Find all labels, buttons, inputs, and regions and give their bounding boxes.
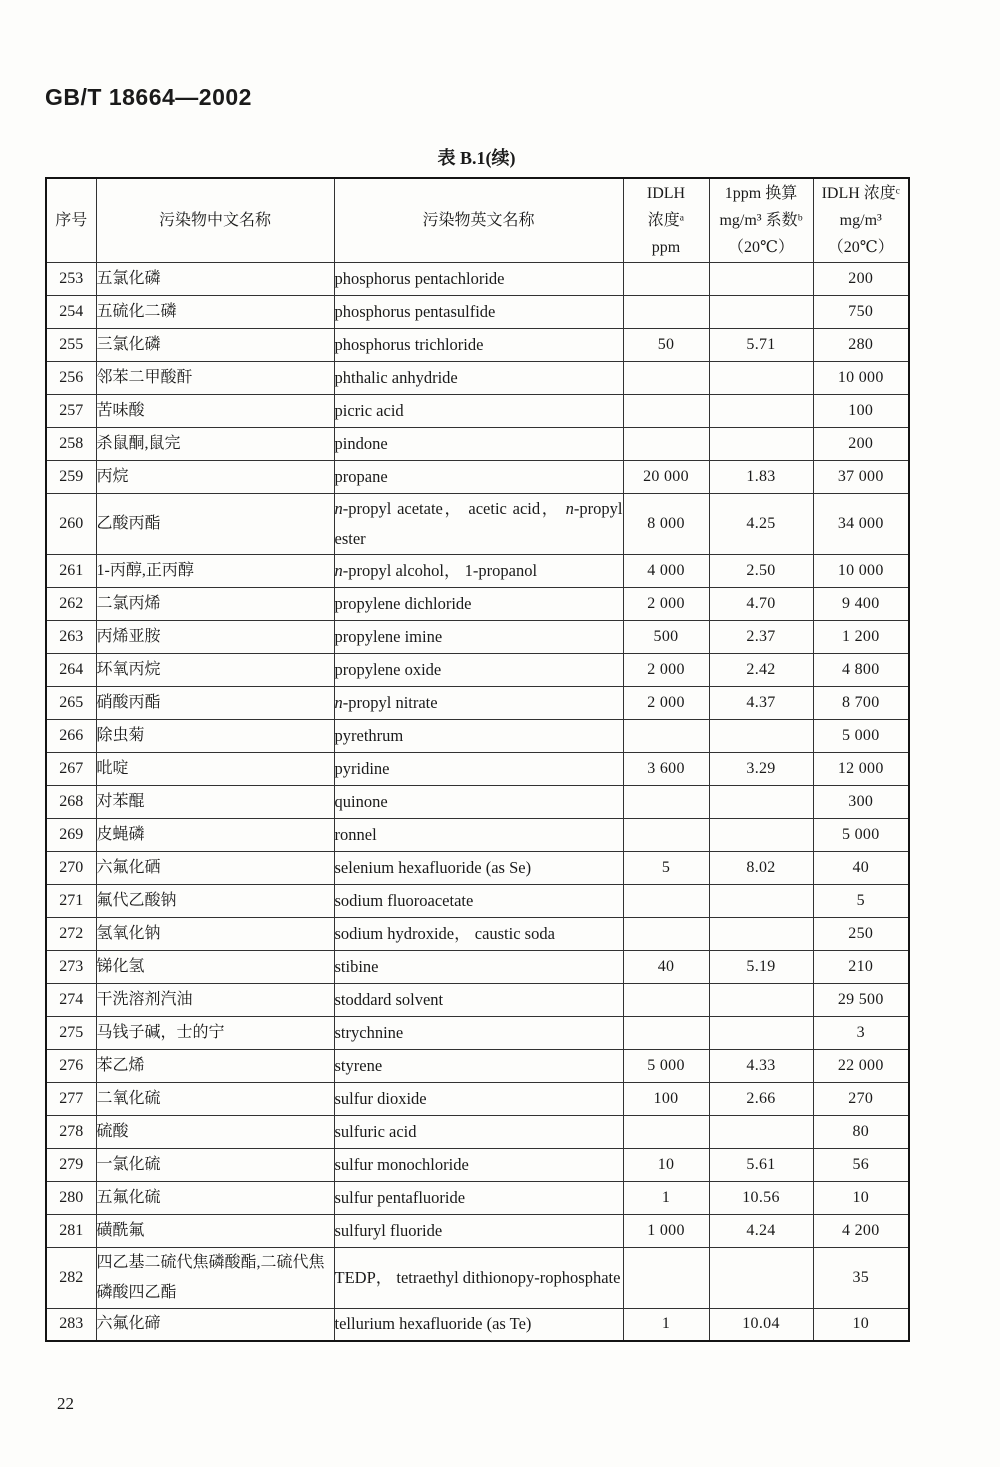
page-number: 22 xyxy=(57,1394,74,1413)
cell-english-name: pyrethrum xyxy=(334,719,623,752)
cell-idlh-mg: 56 xyxy=(813,1148,909,1181)
cell-serial-number: 261 xyxy=(46,554,96,587)
cell-chinese-name: 氟代乙酸钠 xyxy=(96,884,334,917)
cell-idlh-ppm: 2 000 xyxy=(623,653,709,686)
cell-english-name: sulfuric acid xyxy=(334,1115,623,1148)
cell-english-name: ronnel xyxy=(334,818,623,851)
cell-english-name: phosphorus pentasulfide xyxy=(334,295,623,328)
cell-english-name: pyridine xyxy=(334,752,623,785)
cell-chinese-name: 杀鼠酮,鼠完 xyxy=(96,427,334,460)
cell-idlh-ppm xyxy=(623,818,709,851)
table-row xyxy=(46,719,909,752)
cell-serial-number: 277 xyxy=(46,1082,96,1115)
table-row xyxy=(46,752,909,785)
cell-serial-number: 274 xyxy=(46,983,96,1016)
cell-serial-number: 283 xyxy=(46,1308,96,1341)
cell-english-name: propylene dichloride xyxy=(334,587,623,620)
cell-english-name: n-propyl acetate， acetic acid， n-propyl ester xyxy=(334,493,623,554)
cell-chinese-name: 锑化氢 xyxy=(96,950,334,983)
cell-idlh-mg: 4 800 xyxy=(813,653,909,686)
cell-conversion-factor xyxy=(709,917,813,950)
table-row xyxy=(46,1115,909,1148)
cell-idlh-ppm xyxy=(623,427,709,460)
cell-idlh-mg: 10 xyxy=(813,1181,909,1214)
cell-idlh-mg: 3 xyxy=(813,1016,909,1049)
cell-english-name: tellurium hexafluoride (as Te) xyxy=(334,1308,623,1341)
cell-serial-number: 271 xyxy=(46,884,96,917)
cell-serial-number: 282 xyxy=(46,1247,96,1308)
cell-idlh-ppm: 40 xyxy=(623,950,709,983)
cell-idlh-ppm xyxy=(623,295,709,328)
cell-serial-number: 258 xyxy=(46,427,96,460)
cell-chinese-name: 丙烷 xyxy=(96,460,334,493)
cell-idlh-mg: 750 xyxy=(813,295,909,328)
cell-idlh-mg: 80 xyxy=(813,1115,909,1148)
cell-english-name: pindone xyxy=(334,427,623,460)
cell-idlh-ppm: 5 xyxy=(623,851,709,884)
header-idlh-ppm-line2: 浓度ᵃ xyxy=(647,211,685,229)
cell-idlh-ppm: 1 xyxy=(623,1308,709,1341)
cell-idlh-ppm xyxy=(623,785,709,818)
cell-conversion-factor xyxy=(709,394,813,427)
table-row xyxy=(46,1049,909,1082)
table-row xyxy=(46,427,909,460)
cell-idlh-mg: 22 000 xyxy=(813,1049,909,1082)
header-conversion-line3: （20℃） xyxy=(728,238,794,256)
cell-idlh-mg: 5 000 xyxy=(813,818,909,851)
cell-chinese-name: 除虫菊 xyxy=(96,719,334,752)
cell-idlh-ppm: 3 600 xyxy=(623,752,709,785)
cell-chinese-name: 丙烯亚胺 xyxy=(96,620,334,653)
cell-english-name: phosphorus pentachloride xyxy=(334,262,623,295)
cell-idlh-mg: 29 500 xyxy=(813,983,909,1016)
cell-conversion-factor: 4.70 xyxy=(709,587,813,620)
cell-chinese-name: 邻苯二甲酸酐 xyxy=(96,361,334,394)
table-row xyxy=(46,1214,909,1247)
cell-english-name: phthalic anhydride xyxy=(334,361,623,394)
cell-serial-number: 270 xyxy=(46,851,96,884)
table-row xyxy=(46,295,909,328)
cell-idlh-ppm: 4 000 xyxy=(623,554,709,587)
cell-chinese-name: 二氧化硫 xyxy=(96,1082,334,1115)
cell-chinese-name: 苯乙烯 xyxy=(96,1049,334,1082)
header-idlh-mg-line3: （20℃） xyxy=(827,238,894,256)
cell-idlh-mg: 37 000 xyxy=(813,460,909,493)
cell-idlh-mg: 4 200 xyxy=(813,1214,909,1247)
cell-english-name: styrene xyxy=(334,1049,623,1082)
cell-english-name: quinone xyxy=(334,785,623,818)
cell-serial-number: 253 xyxy=(46,262,96,295)
cell-chinese-name: 五硫化二磷 xyxy=(96,295,334,328)
header-idlh-mg-line2: mg/m³ xyxy=(839,211,882,229)
cell-chinese-name: 苦味酸 xyxy=(96,394,334,427)
cell-idlh-ppm: 2 000 xyxy=(623,587,709,620)
cell-english-name: sodium hydroxide， caustic soda xyxy=(334,917,623,950)
cell-chinese-name: 一氯化硫 xyxy=(96,1148,334,1181)
table-row xyxy=(46,818,909,851)
cell-idlh-mg: 5 xyxy=(813,884,909,917)
cell-serial-number: 255 xyxy=(46,328,96,361)
cell-idlh-mg: 35 xyxy=(813,1247,909,1308)
cell-serial-number: 273 xyxy=(46,950,96,983)
header-col-serial-number: 序号 xyxy=(46,178,96,262)
cell-serial-number: 256 xyxy=(46,361,96,394)
table-row xyxy=(46,983,909,1016)
cell-idlh-mg: 1 200 xyxy=(813,620,909,653)
table-row xyxy=(46,1308,909,1341)
cell-conversion-factor: 4.33 xyxy=(709,1049,813,1082)
cell-english-name: propane xyxy=(334,460,623,493)
cell-chinese-name: 干洗溶剂汽油 xyxy=(96,983,334,1016)
cell-conversion-factor xyxy=(709,361,813,394)
cell-english-name: TEDP， tetraethyl dithionopy-rophosphate xyxy=(334,1247,623,1308)
standard-code: GB/T 18664—2002 xyxy=(45,84,252,110)
cell-conversion-factor: 5.71 xyxy=(709,328,813,361)
cell-serial-number: 278 xyxy=(46,1115,96,1148)
header-idlh-ppm-line1: IDLH xyxy=(646,184,686,202)
table-row xyxy=(46,554,909,587)
cell-idlh-mg: 100 xyxy=(813,394,909,427)
cell-conversion-factor xyxy=(709,295,813,328)
cell-chinese-name: 环氧丙烷 xyxy=(96,653,334,686)
cell-conversion-factor: 10.04 xyxy=(709,1308,813,1341)
cell-english-name: picric acid xyxy=(334,394,623,427)
cell-conversion-factor: 5.61 xyxy=(709,1148,813,1181)
cell-idlh-ppm xyxy=(623,1016,709,1049)
cell-idlh-mg: 210 xyxy=(813,950,909,983)
table-row xyxy=(46,785,909,818)
cell-idlh-mg: 12 000 xyxy=(813,752,909,785)
table-row xyxy=(46,917,909,950)
cell-conversion-factor xyxy=(709,785,813,818)
cell-idlh-mg: 10 000 xyxy=(813,554,909,587)
cell-serial-number: 267 xyxy=(46,752,96,785)
header-conversion-line1: 1ppm 换算 xyxy=(724,184,798,202)
cell-idlh-mg: 200 xyxy=(813,262,909,295)
cell-idlh-ppm xyxy=(623,917,709,950)
cell-english-name: propylene oxide xyxy=(334,653,623,686)
cell-conversion-factor xyxy=(709,983,813,1016)
cell-chinese-name: 五氟化硫 xyxy=(96,1181,334,1214)
cell-idlh-ppm: 500 xyxy=(623,620,709,653)
cell-serial-number: 265 xyxy=(46,686,96,719)
header-col-english-name: 污染物英文名称 xyxy=(334,178,623,262)
pollutant-idlh-table xyxy=(45,177,910,1342)
table-row xyxy=(46,1082,909,1115)
table-header-row xyxy=(46,178,909,262)
cell-idlh-ppm: 20 000 xyxy=(623,460,709,493)
cell-serial-number: 263 xyxy=(46,620,96,653)
cell-chinese-name: 氢氧化钠 xyxy=(96,917,334,950)
cell-chinese-name: 吡啶 xyxy=(96,752,334,785)
table-row xyxy=(46,493,909,554)
cell-serial-number: 268 xyxy=(46,785,96,818)
cell-idlh-mg: 9 400 xyxy=(813,587,909,620)
cell-english-name: sulfur dioxide xyxy=(334,1082,623,1115)
cell-idlh-mg: 270 xyxy=(813,1082,909,1115)
cell-english-name: n-propyl alcohol， 1-propanol xyxy=(334,554,623,587)
cell-conversion-factor xyxy=(709,1115,813,1148)
cell-idlh-ppm xyxy=(623,262,709,295)
cell-idlh-ppm: 1 xyxy=(623,1181,709,1214)
cell-idlh-ppm xyxy=(623,719,709,752)
cell-serial-number: 259 xyxy=(46,460,96,493)
table-header xyxy=(46,178,909,262)
cell-english-name: selenium hexafluoride (as Se) xyxy=(334,851,623,884)
cell-idlh-ppm: 10 xyxy=(623,1148,709,1181)
cell-conversion-factor: 4.24 xyxy=(709,1214,813,1247)
cell-chinese-name: 硝酸丙酯 xyxy=(96,686,334,719)
cell-chinese-name: 三氯化磷 xyxy=(96,328,334,361)
cell-idlh-ppm xyxy=(623,983,709,1016)
cell-serial-number: 269 xyxy=(46,818,96,851)
cell-idlh-mg: 200 xyxy=(813,427,909,460)
cell-conversion-factor: 1.83 xyxy=(709,460,813,493)
table-row xyxy=(46,653,909,686)
cell-conversion-factor: 5.19 xyxy=(709,950,813,983)
table-row xyxy=(46,1247,909,1308)
cell-idlh-mg: 8 700 xyxy=(813,686,909,719)
header-col-idlh-ppm xyxy=(623,178,709,262)
cell-idlh-mg: 34 000 xyxy=(813,493,909,554)
cell-serial-number: 275 xyxy=(46,1016,96,1049)
cell-chinese-name: 皮蝇磷 xyxy=(96,818,334,851)
table-body xyxy=(46,262,909,1341)
cell-serial-number: 260 xyxy=(46,493,96,554)
cell-idlh-ppm: 1 000 xyxy=(623,1214,709,1247)
cell-chinese-name: 五氯化磷 xyxy=(96,262,334,295)
cell-chinese-name: 1-丙醇,正丙醇 xyxy=(96,554,334,587)
cell-idlh-mg: 300 xyxy=(813,785,909,818)
cell-serial-number: 281 xyxy=(46,1214,96,1247)
table-row xyxy=(46,1181,909,1214)
cell-english-name: stoddard solvent xyxy=(334,983,623,1016)
cell-chinese-name: 二氯丙烯 xyxy=(96,587,334,620)
cell-idlh-ppm xyxy=(623,1115,709,1148)
header-col-chinese-name: 污染物中文名称 xyxy=(96,178,334,262)
header-conversion-line2: mg/m³ 系数ᵇ xyxy=(719,211,803,229)
cell-conversion-factor xyxy=(709,1016,813,1049)
cell-idlh-ppm xyxy=(623,394,709,427)
header-idlh-mg-line1: IDLH 浓度ᶜ xyxy=(821,184,900,202)
cell-serial-number: 266 xyxy=(46,719,96,752)
cell-conversion-factor: 4.25 xyxy=(709,493,813,554)
cell-conversion-factor xyxy=(709,1247,813,1308)
cell-english-name: sulfuryl fluoride xyxy=(334,1214,623,1247)
cell-serial-number: 272 xyxy=(46,917,96,950)
cell-idlh-ppm xyxy=(623,361,709,394)
table-row xyxy=(46,460,909,493)
cell-idlh-ppm: 8 000 xyxy=(623,493,709,554)
table-row xyxy=(46,686,909,719)
table-row xyxy=(46,950,909,983)
table-row xyxy=(46,328,909,361)
cell-chinese-name: 六氟化碲 xyxy=(96,1308,334,1341)
cell-conversion-factor xyxy=(709,719,813,752)
cell-conversion-factor: 8.02 xyxy=(709,851,813,884)
table-row xyxy=(46,1016,909,1049)
cell-serial-number: 254 xyxy=(46,295,96,328)
cell-idlh-mg: 250 xyxy=(813,917,909,950)
table-row xyxy=(46,620,909,653)
cell-conversion-factor: 10.56 xyxy=(709,1181,813,1214)
cell-conversion-factor xyxy=(709,884,813,917)
cell-english-name: sulfur pentafluoride xyxy=(334,1181,623,1214)
cell-idlh-ppm: 5 000 xyxy=(623,1049,709,1082)
cell-idlh-ppm: 50 xyxy=(623,328,709,361)
header-col-conversion-factor xyxy=(709,178,813,262)
cell-idlh-mg: 5 000 xyxy=(813,719,909,752)
cell-english-name: phosphorus trichloride xyxy=(334,328,623,361)
cell-idlh-ppm: 100 xyxy=(623,1082,709,1115)
cell-chinese-name: 对苯醌 xyxy=(96,785,334,818)
cell-idlh-ppm: 2 000 xyxy=(623,686,709,719)
table-row xyxy=(46,884,909,917)
cell-conversion-factor: 2.37 xyxy=(709,620,813,653)
cell-conversion-factor xyxy=(709,427,813,460)
cell-serial-number: 280 xyxy=(46,1181,96,1214)
cell-conversion-factor: 3.29 xyxy=(709,752,813,785)
cell-english-name: sodium fluoroacetate xyxy=(334,884,623,917)
cell-chinese-name: 乙酸丙酯 xyxy=(96,493,334,554)
cell-serial-number: 262 xyxy=(46,587,96,620)
cell-chinese-name: 磺酰氟 xyxy=(96,1214,334,1247)
table-row xyxy=(46,262,909,295)
cell-conversion-factor: 2.50 xyxy=(709,554,813,587)
cell-chinese-name: 四乙基二硫代焦磷酸酯,二硫代焦磷酸四乙酯 xyxy=(96,1247,334,1308)
cell-conversion-factor: 4.37 xyxy=(709,686,813,719)
cell-english-name: n-propyl nitrate xyxy=(334,686,623,719)
cell-conversion-factor: 2.66 xyxy=(709,1082,813,1115)
cell-english-name: propylene imine xyxy=(334,620,623,653)
cell-conversion-factor: 2.42 xyxy=(709,653,813,686)
cell-idlh-ppm xyxy=(623,1247,709,1308)
cell-serial-number: 257 xyxy=(46,394,96,427)
cell-serial-number: 276 xyxy=(46,1049,96,1082)
cell-idlh-mg: 280 xyxy=(813,328,909,361)
table-row xyxy=(46,587,909,620)
table-row xyxy=(46,851,909,884)
cell-chinese-name: 六氟化硒 xyxy=(96,851,334,884)
cell-conversion-factor xyxy=(709,818,813,851)
cell-idlh-mg: 10 000 xyxy=(813,361,909,394)
cell-chinese-name: 硫酸 xyxy=(96,1115,334,1148)
table-row xyxy=(46,1148,909,1181)
cell-conversion-factor xyxy=(709,262,813,295)
cell-english-name: strychnine xyxy=(334,1016,623,1049)
cell-chinese-name: 马钱子碱，士的宁 xyxy=(96,1016,334,1049)
cell-serial-number: 264 xyxy=(46,653,96,686)
cell-idlh-mg: 40 xyxy=(813,851,909,884)
table-row xyxy=(46,361,909,394)
cell-english-name: sulfur monochloride xyxy=(334,1148,623,1181)
cell-serial-number: 279 xyxy=(46,1148,96,1181)
table-caption: 表 B.1(续) xyxy=(437,148,516,168)
cell-idlh-mg: 10 xyxy=(813,1308,909,1341)
cell-idlh-ppm xyxy=(623,884,709,917)
cell-english-name: stibine xyxy=(334,950,623,983)
header-idlh-ppm-line3: ppm xyxy=(651,238,681,256)
table-row xyxy=(46,394,909,427)
header-col-idlh-mg xyxy=(813,178,909,262)
